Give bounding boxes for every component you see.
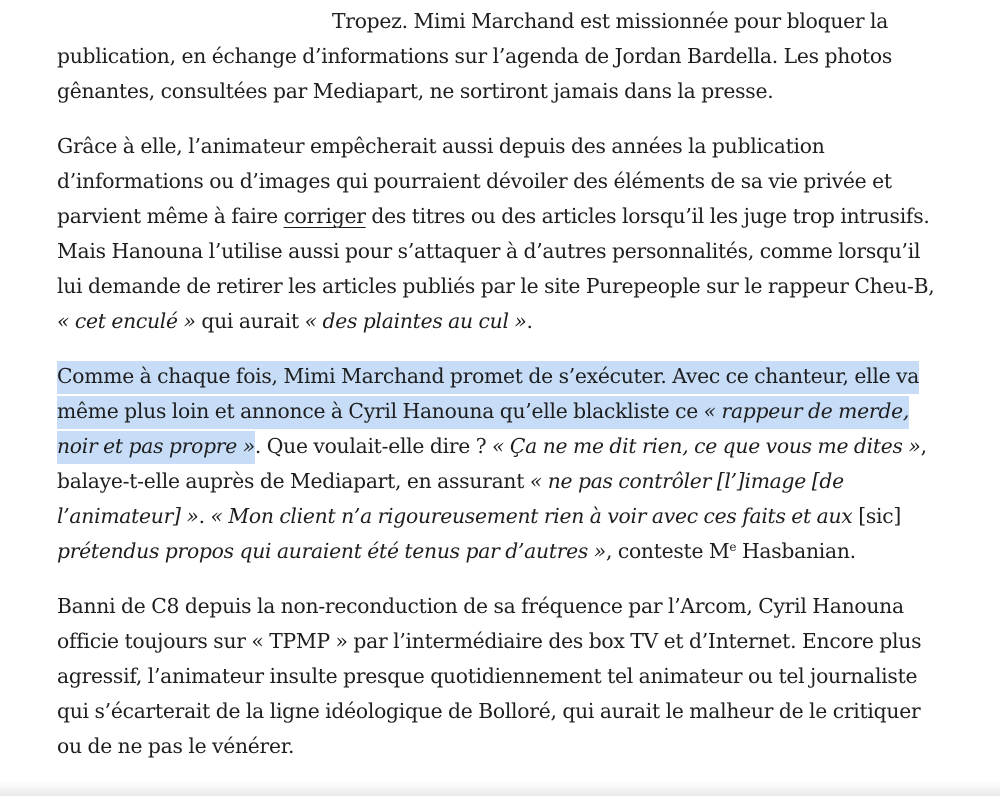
- paragraph-3-text-b: , balaye-t-elle auprès de Mediapart, en assurant: [57, 434, 927, 493]
- paragraph-3-text-e: Hasbanian.: [736, 539, 856, 563]
- paragraph-2-text-c: qui aurait: [195, 309, 305, 333]
- bottom-edge-shadow: [0, 782, 1000, 796]
- paragraph-3-text-a: . Que voulait-elle dire ?: [254, 434, 493, 458]
- article-body: [57, 4, 937, 784]
- paragraph-2-text-d: .: [526, 309, 533, 333]
- paragraph-1-text: Tropez. Mimi Marchand est missionnée pour bloquer la publication, en échange d’informations sur l’agenda de Jordan Bardella. Les photos gênantes, consultées par Mediapart, ne sortiront jamais dans la presse.: [57, 9, 892, 103]
- paragraph-3: [57, 359, 937, 569]
- quote-cet-encule: « cet enculé »: [57, 309, 196, 333]
- corriger-link[interactable]: corriger: [283, 204, 366, 228]
- paragraph-2-text-b: des titres ou des articles lorsqu’il les juge trop intrusifs. Mais Hanouna l’utilise aussi pour s’attaquer à d’autres personnalités, comme lorsqu’il lui demande de retirer les articles publiés par le site Purepeople sur le rappeur Cheu-B,: [57, 204, 935, 298]
- selected-text-quote: « rappeur de merde, noir et pas propre »: [57, 399, 910, 458]
- superscript-e: e: [729, 540, 737, 554]
- selected-text-plain: Comme à chaque fois, Mimi Marchand promet de s’exécuter. Avec ce chanteur, elle va même plus loin et annonce à Cyril Hanouna qu’elle blackliste ce: [57, 364, 920, 423]
- quote-ne-pas-controler: « ne pas contrôler [l’]image [de l’animateur] »: [57, 469, 844, 528]
- paragraph-1: [57, 4, 937, 109]
- quote-ca-ne-me-dit-rien: « Ça ne me dit rien, ce que vous me dites »: [492, 434, 921, 458]
- sic-marker: [sic]: [858, 504, 902, 528]
- paragraph-4: [57, 589, 937, 764]
- paragraph-3-text-d: , conteste M: [605, 539, 730, 563]
- paragraph-2-text-a: Grâce à elle, l’animateur empêcherait aussi depuis des années la publication d’informations ou d’images qui pourraient dévoiler des éléments de sa vie privée et parvient même à faire: [57, 134, 892, 228]
- quote-mon-client-a: « Mon client n’a rigoureusement rien à voir avec ces faits et aux: [210, 504, 859, 528]
- quote-plaintes: « des plaintes au cul »: [304, 309, 527, 333]
- paragraph-4-text: Banni de C8 depuis la non-reconduction de sa fréquence par l’Arcom, Cyril Hanouna officie toujours sur « TPMP » par l’intermédiaire des box TV et d’Internet. Encore plus agressif, l’animateur insulte presque quotidiennement tel animateur ou tel journaliste qui s’écarterait de la ligne idéologique de Bolloré, qui aurait le malheur de le critiquer ou de ne pas le vénérer.: [57, 594, 922, 758]
- paragraph-2: [57, 129, 937, 339]
- quote-mon-client-b: prétendus propos qui auraient été tenus par d’autres »: [57, 539, 606, 563]
- paragraph-3-text-c: .: [198, 504, 211, 528]
